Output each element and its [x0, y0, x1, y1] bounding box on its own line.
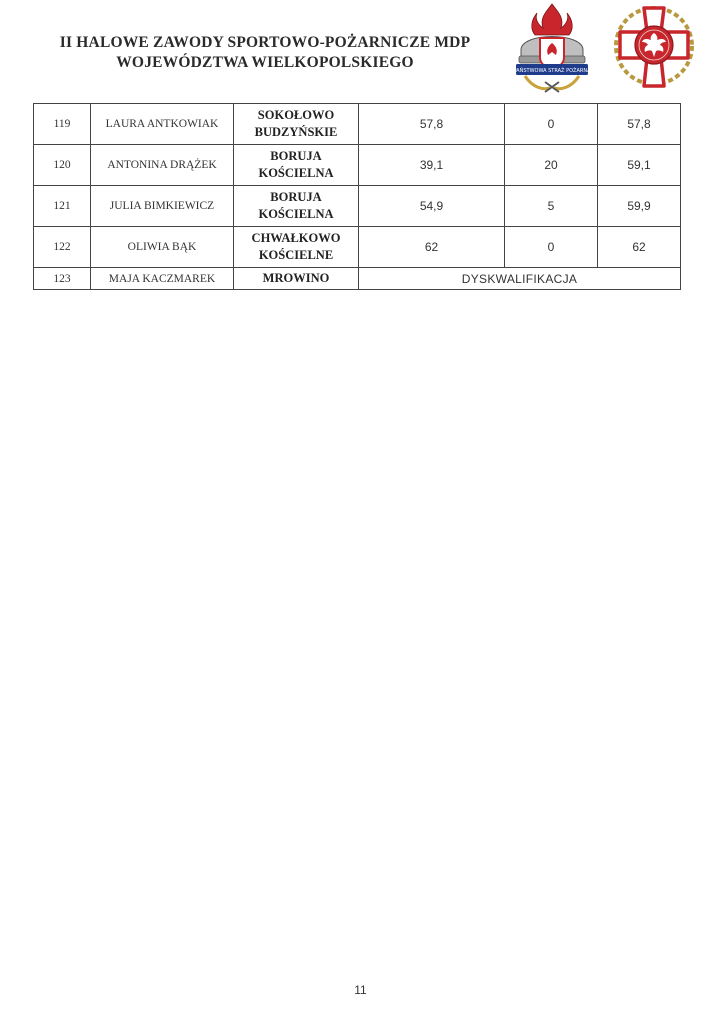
results-table: [33, 103, 681, 290]
total-value: 59,9: [598, 186, 681, 227]
competitor-name: LAURA ANTKOWIAK: [91, 104, 234, 145]
team-name-line-2: BUDZYŃSKIE: [254, 125, 338, 139]
team-name: MROWINO: [234, 268, 359, 290]
psp-emblem-icon: [513, 2, 591, 94]
table-row: [34, 268, 681, 290]
table-row: [34, 104, 681, 145]
start-number: 121: [34, 186, 91, 227]
penalty-value: 0: [505, 227, 598, 268]
team-cell: [234, 186, 359, 227]
team-cell: [234, 104, 359, 145]
team-name-line-1: BORUJA: [270, 149, 322, 163]
competitor-name: MAJA KACZMAREK: [91, 268, 234, 290]
team-name-line-1: SOKOŁOWO: [257, 108, 335, 122]
team-cell: [234, 145, 359, 186]
start-number: 122: [34, 227, 91, 268]
total-value: 57,8: [598, 104, 681, 145]
total-value: 59,1: [598, 145, 681, 186]
start-number: 120: [34, 145, 91, 186]
time-value: 57,8: [359, 104, 505, 145]
team-name-line-2: KOŚCIELNA: [258, 166, 334, 180]
document-title: [30, 33, 500, 73]
team-cell: [234, 227, 359, 268]
osp-cross-emblem-icon: [609, 2, 699, 94]
competitor-name: ANTONINA DRĄŻEK: [91, 145, 234, 186]
table-row: [34, 186, 681, 227]
time-value: 62: [359, 227, 505, 268]
penalty-value: 20: [505, 145, 598, 186]
title-line-1: II HALOWE ZAWODY SPORTOWO-POŻARNICZE MDP: [59, 34, 471, 51]
team-name-line-2: KOŚCIELNA: [258, 207, 334, 221]
start-number: 123: [34, 268, 91, 290]
title-line-2: WOJEWÓDZTWA WIELKOPOLSKIEGO: [116, 54, 414, 71]
penalty-value: 5: [505, 186, 598, 227]
page-number: 11: [354, 983, 367, 997]
start-number: 119: [34, 104, 91, 145]
competitor-name: OLIWIA BĄK: [91, 227, 234, 268]
table-row: [34, 145, 681, 186]
team-name-line-2: KOŚCIELNE: [258, 248, 334, 262]
team-name-line-1: CHWAŁKOWO: [251, 231, 341, 245]
competitor-name: JULIA BIMKIEWICZ: [91, 186, 234, 227]
total-value: 62: [598, 227, 681, 268]
page-header: [0, 0, 721, 100]
disqualification-status: DYSKWALIFIKACJA: [359, 268, 681, 290]
time-value: 39,1: [359, 145, 505, 186]
psp-banner-text: PAŃSTWOWA STRAŻ POŻARNA: [513, 68, 591, 74]
penalty-value: 0: [505, 104, 598, 145]
time-value: 54,9: [359, 186, 505, 227]
table-row: [34, 227, 681, 268]
team-name-line-1: BORUJA: [270, 190, 322, 204]
